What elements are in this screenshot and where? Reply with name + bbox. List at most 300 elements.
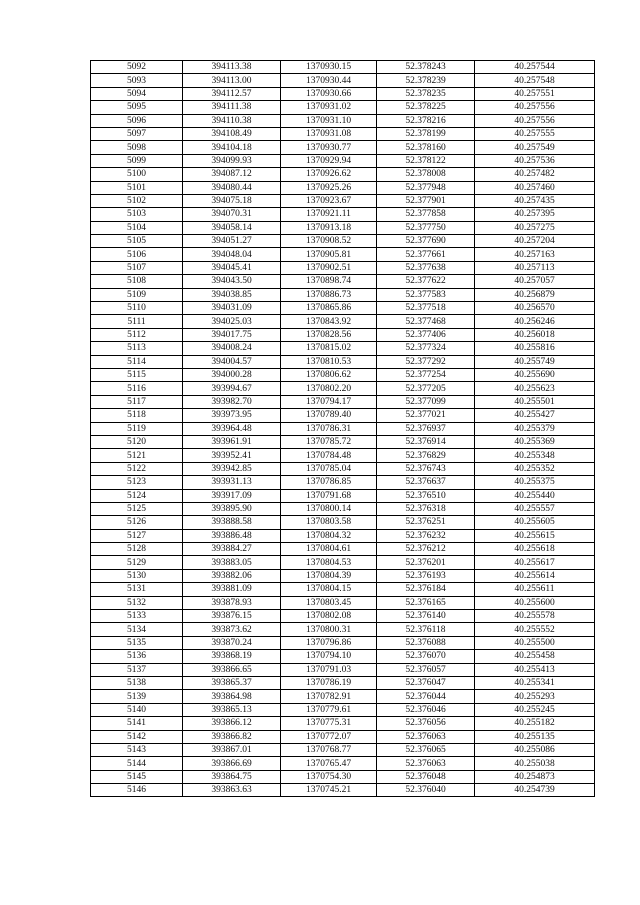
x-coordinate-cell: 393883.05 bbox=[183, 556, 281, 569]
point-id-cell: 5145 bbox=[91, 770, 183, 783]
point-id-cell: 5130 bbox=[91, 569, 183, 582]
longitude-cell: 52.376063 bbox=[377, 757, 475, 770]
y-coordinate-cell: 1370765.47 bbox=[281, 757, 377, 770]
point-id-cell: 5122 bbox=[91, 462, 183, 475]
y-coordinate-cell: 1370786.19 bbox=[281, 676, 377, 689]
table-row bbox=[91, 409, 595, 422]
table-row bbox=[91, 248, 595, 261]
longitude-cell: 52.377468 bbox=[377, 315, 475, 328]
table-row bbox=[91, 368, 595, 381]
x-coordinate-cell: 393982.70 bbox=[183, 395, 281, 408]
table-row bbox=[91, 690, 595, 703]
point-id-cell: 5115 bbox=[91, 368, 183, 381]
x-coordinate-cell: 394075.18 bbox=[183, 194, 281, 207]
y-coordinate-cell: 1370843.92 bbox=[281, 315, 377, 328]
y-coordinate-cell: 1370789.40 bbox=[281, 409, 377, 422]
x-coordinate-cell: 393864.98 bbox=[183, 690, 281, 703]
y-coordinate-cell: 1370794.10 bbox=[281, 650, 377, 663]
longitude-cell: 52.376184 bbox=[377, 583, 475, 596]
point-id-cell: 5146 bbox=[91, 784, 183, 797]
longitude-cell: 52.376065 bbox=[377, 743, 475, 756]
table-row bbox=[91, 355, 595, 368]
latitude-cell: 40.255135 bbox=[475, 730, 595, 743]
point-id-cell: 5124 bbox=[91, 489, 183, 502]
longitude-cell: 52.376510 bbox=[377, 489, 475, 502]
longitude-cell: 52.378216 bbox=[377, 114, 475, 127]
point-id-cell: 5131 bbox=[91, 583, 183, 596]
longitude-cell: 52.377518 bbox=[377, 302, 475, 315]
table-row bbox=[91, 208, 595, 221]
latitude-cell: 40.255038 bbox=[475, 757, 595, 770]
x-coordinate-cell: 394108.49 bbox=[183, 127, 281, 140]
longitude-cell: 52.376046 bbox=[377, 703, 475, 716]
longitude-cell: 52.377622 bbox=[377, 275, 475, 288]
point-id-cell: 5113 bbox=[91, 342, 183, 355]
point-id-cell: 5100 bbox=[91, 168, 183, 181]
y-coordinate-cell: 1370931.08 bbox=[281, 127, 377, 140]
longitude-cell: 52.378239 bbox=[377, 74, 475, 87]
point-id-cell: 5097 bbox=[91, 127, 183, 140]
latitude-cell: 40.257057 bbox=[475, 275, 595, 288]
point-id-cell: 5144 bbox=[91, 757, 183, 770]
y-coordinate-cell: 1370930.77 bbox=[281, 141, 377, 154]
table-row bbox=[91, 676, 595, 689]
table-row bbox=[91, 502, 595, 515]
table-row bbox=[91, 288, 595, 301]
latitude-cell: 40.257460 bbox=[475, 181, 595, 194]
y-coordinate-cell: 1370923.67 bbox=[281, 194, 377, 207]
point-id-cell: 5098 bbox=[91, 141, 183, 154]
x-coordinate-cell: 393964.48 bbox=[183, 422, 281, 435]
point-id-cell: 5096 bbox=[91, 114, 183, 127]
y-coordinate-cell: 1370804.39 bbox=[281, 569, 377, 582]
table-row bbox=[91, 127, 595, 140]
latitude-cell: 40.255375 bbox=[475, 476, 595, 489]
y-coordinate-cell: 1370804.32 bbox=[281, 529, 377, 542]
y-coordinate-cell: 1370786.31 bbox=[281, 422, 377, 435]
longitude-cell: 52.377021 bbox=[377, 409, 475, 422]
y-coordinate-cell: 1370930.66 bbox=[281, 87, 377, 100]
latitude-cell: 40.255690 bbox=[475, 368, 595, 381]
longitude-cell: 52.377750 bbox=[377, 221, 475, 234]
y-coordinate-cell: 1370772.07 bbox=[281, 730, 377, 743]
point-id-cell: 5128 bbox=[91, 543, 183, 556]
latitude-cell: 40.255182 bbox=[475, 717, 595, 730]
latitude-cell: 40.257204 bbox=[475, 235, 595, 248]
table-row bbox=[91, 342, 595, 355]
point-id-cell: 5120 bbox=[91, 435, 183, 448]
latitude-cell: 40.257163 bbox=[475, 248, 595, 261]
latitude-cell: 40.257482 bbox=[475, 168, 595, 181]
x-coordinate-cell: 393866.69 bbox=[183, 757, 281, 770]
table-row bbox=[91, 476, 595, 489]
y-coordinate-cell: 1370786.85 bbox=[281, 476, 377, 489]
x-coordinate-cell: 394080.44 bbox=[183, 181, 281, 194]
point-id-cell: 5137 bbox=[91, 663, 183, 676]
table-row bbox=[91, 302, 595, 315]
longitude-cell: 52.377858 bbox=[377, 208, 475, 221]
table-row bbox=[91, 194, 595, 207]
x-coordinate-cell: 393882.06 bbox=[183, 569, 281, 582]
x-coordinate-cell: 393866.12 bbox=[183, 717, 281, 730]
x-coordinate-cell: 393881.09 bbox=[183, 583, 281, 596]
table-row bbox=[91, 556, 595, 569]
longitude-cell: 52.376232 bbox=[377, 529, 475, 542]
point-id-cell: 5126 bbox=[91, 516, 183, 529]
latitude-cell: 40.255618 bbox=[475, 543, 595, 556]
table-row bbox=[91, 235, 595, 248]
y-coordinate-cell: 1370794.17 bbox=[281, 395, 377, 408]
longitude-cell: 52.376140 bbox=[377, 610, 475, 623]
latitude-cell: 40.255086 bbox=[475, 743, 595, 756]
x-coordinate-cell: 394099.93 bbox=[183, 154, 281, 167]
table-row bbox=[91, 610, 595, 623]
x-coordinate-cell: 394017.75 bbox=[183, 328, 281, 341]
latitude-cell: 40.255600 bbox=[475, 596, 595, 609]
latitude-cell: 40.255352 bbox=[475, 462, 595, 475]
longitude-cell: 52.376165 bbox=[377, 596, 475, 609]
y-coordinate-cell: 1370886.73 bbox=[281, 288, 377, 301]
point-id-cell: 5138 bbox=[91, 676, 183, 689]
point-id-cell: 5110 bbox=[91, 302, 183, 315]
point-id-cell: 5143 bbox=[91, 743, 183, 756]
latitude-cell: 40.257275 bbox=[475, 221, 595, 234]
table-row bbox=[91, 449, 595, 462]
x-coordinate-cell: 394058.14 bbox=[183, 221, 281, 234]
point-id-cell: 5133 bbox=[91, 610, 183, 623]
longitude-cell: 52.376044 bbox=[377, 690, 475, 703]
y-coordinate-cell: 1370802.08 bbox=[281, 610, 377, 623]
table-row bbox=[91, 717, 595, 730]
table-row bbox=[91, 489, 595, 502]
x-coordinate-cell: 393873.62 bbox=[183, 623, 281, 636]
table-row bbox=[91, 623, 595, 636]
latitude-cell: 40.257113 bbox=[475, 261, 595, 274]
table-row bbox=[91, 636, 595, 649]
latitude-cell: 40.255816 bbox=[475, 342, 595, 355]
point-id-cell: 5114 bbox=[91, 355, 183, 368]
point-id-cell: 5119 bbox=[91, 422, 183, 435]
table-row bbox=[91, 315, 595, 328]
point-id-cell: 5132 bbox=[91, 596, 183, 609]
table-row bbox=[91, 462, 595, 475]
point-id-cell: 5140 bbox=[91, 703, 183, 716]
latitude-cell: 40.255379 bbox=[475, 422, 595, 435]
latitude-cell: 40.254873 bbox=[475, 770, 595, 783]
x-coordinate-cell: 393868.19 bbox=[183, 650, 281, 663]
table-row bbox=[91, 435, 595, 448]
longitude-cell: 52.378199 bbox=[377, 127, 475, 140]
x-coordinate-cell: 393878.93 bbox=[183, 596, 281, 609]
y-coordinate-cell: 1370898.74 bbox=[281, 275, 377, 288]
point-id-cell: 5129 bbox=[91, 556, 183, 569]
table-row bbox=[91, 87, 595, 100]
y-coordinate-cell: 1370800.14 bbox=[281, 502, 377, 515]
longitude-cell: 52.376937 bbox=[377, 422, 475, 435]
latitude-cell: 40.256570 bbox=[475, 302, 595, 315]
latitude-cell: 40.255617 bbox=[475, 556, 595, 569]
x-coordinate-cell: 393863.63 bbox=[183, 784, 281, 797]
table-row bbox=[91, 395, 595, 408]
latitude-cell: 40.257551 bbox=[475, 87, 595, 100]
x-coordinate-cell: 394000.28 bbox=[183, 368, 281, 381]
x-coordinate-cell: 393870.24 bbox=[183, 636, 281, 649]
y-coordinate-cell: 1370930.44 bbox=[281, 74, 377, 87]
y-coordinate-cell: 1370930.15 bbox=[281, 61, 377, 74]
y-coordinate-cell: 1370803.58 bbox=[281, 516, 377, 529]
longitude-cell: 52.377638 bbox=[377, 261, 475, 274]
latitude-cell: 40.257435 bbox=[475, 194, 595, 207]
x-coordinate-cell: 394025.03 bbox=[183, 315, 281, 328]
latitude-cell: 40.256018 bbox=[475, 328, 595, 341]
table-row bbox=[91, 61, 595, 74]
longitude-cell: 52.376212 bbox=[377, 543, 475, 556]
y-coordinate-cell: 1370775.31 bbox=[281, 717, 377, 730]
y-coordinate-cell: 1370754.30 bbox=[281, 770, 377, 783]
latitude-cell: 40.257544 bbox=[475, 61, 595, 74]
longitude-cell: 52.377690 bbox=[377, 235, 475, 248]
x-coordinate-cell: 393961.91 bbox=[183, 435, 281, 448]
x-coordinate-cell: 394043.50 bbox=[183, 275, 281, 288]
longitude-cell: 52.376048 bbox=[377, 770, 475, 783]
y-coordinate-cell: 1370791.68 bbox=[281, 489, 377, 502]
y-coordinate-cell: 1370815.02 bbox=[281, 342, 377, 355]
point-id-cell: 5093 bbox=[91, 74, 183, 87]
longitude-cell: 52.377661 bbox=[377, 248, 475, 261]
longitude-cell: 52.376063 bbox=[377, 730, 475, 743]
point-id-cell: 5134 bbox=[91, 623, 183, 636]
longitude-cell: 52.376040 bbox=[377, 784, 475, 797]
table-row bbox=[91, 784, 595, 797]
y-coordinate-cell: 1370785.04 bbox=[281, 462, 377, 475]
longitude-cell: 52.378122 bbox=[377, 154, 475, 167]
longitude-cell: 52.376829 bbox=[377, 449, 475, 462]
longitude-cell: 52.376047 bbox=[377, 676, 475, 689]
table-row bbox=[91, 101, 595, 114]
y-coordinate-cell: 1370782.91 bbox=[281, 690, 377, 703]
table-row bbox=[91, 154, 595, 167]
latitude-cell: 40.254739 bbox=[475, 784, 595, 797]
table-row bbox=[91, 583, 595, 596]
table-row bbox=[91, 650, 595, 663]
y-coordinate-cell: 1370804.15 bbox=[281, 583, 377, 596]
latitude-cell: 40.255557 bbox=[475, 502, 595, 515]
table-row bbox=[91, 529, 595, 542]
point-id-cell: 5136 bbox=[91, 650, 183, 663]
x-coordinate-cell: 393864.75 bbox=[183, 770, 281, 783]
x-coordinate-cell: 394008.24 bbox=[183, 342, 281, 355]
point-id-cell: 5106 bbox=[91, 248, 183, 261]
latitude-cell: 40.255440 bbox=[475, 489, 595, 502]
table-row bbox=[91, 74, 595, 87]
table-row bbox=[91, 757, 595, 770]
latitude-cell: 40.255293 bbox=[475, 690, 595, 703]
x-coordinate-cell: 394111.38 bbox=[183, 101, 281, 114]
latitude-cell: 40.257536 bbox=[475, 154, 595, 167]
y-coordinate-cell: 1370931.02 bbox=[281, 101, 377, 114]
latitude-cell: 40.257395 bbox=[475, 208, 595, 221]
y-coordinate-cell: 1370800.31 bbox=[281, 623, 377, 636]
point-id-cell: 5125 bbox=[91, 502, 183, 515]
y-coordinate-cell: 1370802.20 bbox=[281, 382, 377, 395]
latitude-cell: 40.255348 bbox=[475, 449, 595, 462]
x-coordinate-cell: 394113.00 bbox=[183, 74, 281, 87]
x-coordinate-cell: 393942.85 bbox=[183, 462, 281, 475]
latitude-cell: 40.255578 bbox=[475, 610, 595, 623]
y-coordinate-cell: 1370804.61 bbox=[281, 543, 377, 556]
x-coordinate-cell: 393895.90 bbox=[183, 502, 281, 515]
x-coordinate-cell: 394104.18 bbox=[183, 141, 281, 154]
y-coordinate-cell: 1370779.61 bbox=[281, 703, 377, 716]
table-row bbox=[91, 221, 595, 234]
latitude-cell: 40.255552 bbox=[475, 623, 595, 636]
point-id-cell: 5135 bbox=[91, 636, 183, 649]
x-coordinate-cell: 393888.58 bbox=[183, 516, 281, 529]
longitude-cell: 52.376914 bbox=[377, 435, 475, 448]
y-coordinate-cell: 1370791.03 bbox=[281, 663, 377, 676]
table-row bbox=[91, 328, 595, 341]
longitude-cell: 52.377583 bbox=[377, 288, 475, 301]
x-coordinate-cell: 393917.09 bbox=[183, 489, 281, 502]
point-id-cell: 5105 bbox=[91, 235, 183, 248]
latitude-cell: 40.255341 bbox=[475, 676, 595, 689]
point-id-cell: 5101 bbox=[91, 181, 183, 194]
longitude-cell: 52.377406 bbox=[377, 328, 475, 341]
x-coordinate-cell: 393865.13 bbox=[183, 703, 281, 716]
table-row bbox=[91, 261, 595, 274]
longitude-cell: 52.376251 bbox=[377, 516, 475, 529]
latitude-cell: 40.255749 bbox=[475, 355, 595, 368]
point-id-cell: 5102 bbox=[91, 194, 183, 207]
y-coordinate-cell: 1370796.86 bbox=[281, 636, 377, 649]
point-id-cell: 5141 bbox=[91, 717, 183, 730]
y-coordinate-cell: 1370865.86 bbox=[281, 302, 377, 315]
longitude-cell: 52.376088 bbox=[377, 636, 475, 649]
x-coordinate-cell: 394070.31 bbox=[183, 208, 281, 221]
x-coordinate-cell: 393884.27 bbox=[183, 543, 281, 556]
latitude-cell: 40.257549 bbox=[475, 141, 595, 154]
latitude-cell: 40.255500 bbox=[475, 636, 595, 649]
x-coordinate-cell: 393973.95 bbox=[183, 409, 281, 422]
table-row bbox=[91, 141, 595, 154]
latitude-cell: 40.255623 bbox=[475, 382, 595, 395]
latitude-cell: 40.257555 bbox=[475, 127, 595, 140]
y-coordinate-cell: 1370803.45 bbox=[281, 596, 377, 609]
coordinate-table bbox=[90, 60, 595, 797]
y-coordinate-cell: 1370784.48 bbox=[281, 449, 377, 462]
x-coordinate-cell: 393952.41 bbox=[183, 449, 281, 462]
longitude-cell: 52.377254 bbox=[377, 368, 475, 381]
point-id-cell: 5095 bbox=[91, 101, 183, 114]
longitude-cell: 52.376193 bbox=[377, 569, 475, 582]
latitude-cell: 40.255614 bbox=[475, 569, 595, 582]
longitude-cell: 52.378008 bbox=[377, 168, 475, 181]
latitude-cell: 40.255369 bbox=[475, 435, 595, 448]
x-coordinate-cell: 394051.27 bbox=[183, 235, 281, 248]
y-coordinate-cell: 1370931.10 bbox=[281, 114, 377, 127]
y-coordinate-cell: 1370804.53 bbox=[281, 556, 377, 569]
table-row bbox=[91, 543, 595, 556]
longitude-cell: 52.376201 bbox=[377, 556, 475, 569]
point-id-cell: 5123 bbox=[91, 476, 183, 489]
x-coordinate-cell: 393931.13 bbox=[183, 476, 281, 489]
point-id-cell: 5099 bbox=[91, 154, 183, 167]
table-body bbox=[91, 61, 595, 797]
point-id-cell: 5111 bbox=[91, 315, 183, 328]
longitude-cell: 52.376637 bbox=[377, 476, 475, 489]
point-id-cell: 5142 bbox=[91, 730, 183, 743]
y-coordinate-cell: 1370925.26 bbox=[281, 181, 377, 194]
x-coordinate-cell: 394045.41 bbox=[183, 261, 281, 274]
table-row bbox=[91, 422, 595, 435]
y-coordinate-cell: 1370785.72 bbox=[281, 435, 377, 448]
longitude-cell: 52.378160 bbox=[377, 141, 475, 154]
point-id-cell: 5104 bbox=[91, 221, 183, 234]
longitude-cell: 52.377324 bbox=[377, 342, 475, 355]
x-coordinate-cell: 394087.12 bbox=[183, 168, 281, 181]
longitude-cell: 52.376057 bbox=[377, 663, 475, 676]
table-row bbox=[91, 114, 595, 127]
point-id-cell: 5117 bbox=[91, 395, 183, 408]
y-coordinate-cell: 1370902.51 bbox=[281, 261, 377, 274]
latitude-cell: 40.255427 bbox=[475, 409, 595, 422]
point-id-cell: 5108 bbox=[91, 275, 183, 288]
x-coordinate-cell: 393876.15 bbox=[183, 610, 281, 623]
table-row bbox=[91, 730, 595, 743]
point-id-cell: 5103 bbox=[91, 208, 183, 221]
x-coordinate-cell: 393886.48 bbox=[183, 529, 281, 542]
point-id-cell: 5127 bbox=[91, 529, 183, 542]
point-id-cell: 5121 bbox=[91, 449, 183, 462]
y-coordinate-cell: 1370921.11 bbox=[281, 208, 377, 221]
x-coordinate-cell: 393866.82 bbox=[183, 730, 281, 743]
longitude-cell: 52.378243 bbox=[377, 61, 475, 74]
x-coordinate-cell: 394048.04 bbox=[183, 248, 281, 261]
longitude-cell: 52.378235 bbox=[377, 87, 475, 100]
table-row bbox=[91, 596, 595, 609]
x-coordinate-cell: 393994.67 bbox=[183, 382, 281, 395]
table-row bbox=[91, 168, 595, 181]
point-id-cell: 5112 bbox=[91, 328, 183, 341]
x-coordinate-cell: 394038.85 bbox=[183, 288, 281, 301]
latitude-cell: 40.257548 bbox=[475, 74, 595, 87]
y-coordinate-cell: 1370810.53 bbox=[281, 355, 377, 368]
table-row bbox=[91, 569, 595, 582]
latitude-cell: 40.256246 bbox=[475, 315, 595, 328]
table-row bbox=[91, 516, 595, 529]
table-row bbox=[91, 770, 595, 783]
y-coordinate-cell: 1370768.77 bbox=[281, 743, 377, 756]
latitude-cell: 40.255605 bbox=[475, 516, 595, 529]
point-id-cell: 5092 bbox=[91, 61, 183, 74]
table-row bbox=[91, 181, 595, 194]
latitude-cell: 40.255458 bbox=[475, 650, 595, 663]
point-id-cell: 5118 bbox=[91, 409, 183, 422]
x-coordinate-cell: 394004.57 bbox=[183, 355, 281, 368]
latitude-cell: 40.255615 bbox=[475, 529, 595, 542]
x-coordinate-cell: 394112.57 bbox=[183, 87, 281, 100]
longitude-cell: 52.376118 bbox=[377, 623, 475, 636]
x-coordinate-cell: 393867.01 bbox=[183, 743, 281, 756]
y-coordinate-cell: 1370926.62 bbox=[281, 168, 377, 181]
longitude-cell: 52.376056 bbox=[377, 717, 475, 730]
table-row bbox=[91, 275, 595, 288]
y-coordinate-cell: 1370929.94 bbox=[281, 154, 377, 167]
point-id-cell: 5116 bbox=[91, 382, 183, 395]
point-id-cell: 5139 bbox=[91, 690, 183, 703]
longitude-cell: 52.376318 bbox=[377, 502, 475, 515]
latitude-cell: 40.255413 bbox=[475, 663, 595, 676]
